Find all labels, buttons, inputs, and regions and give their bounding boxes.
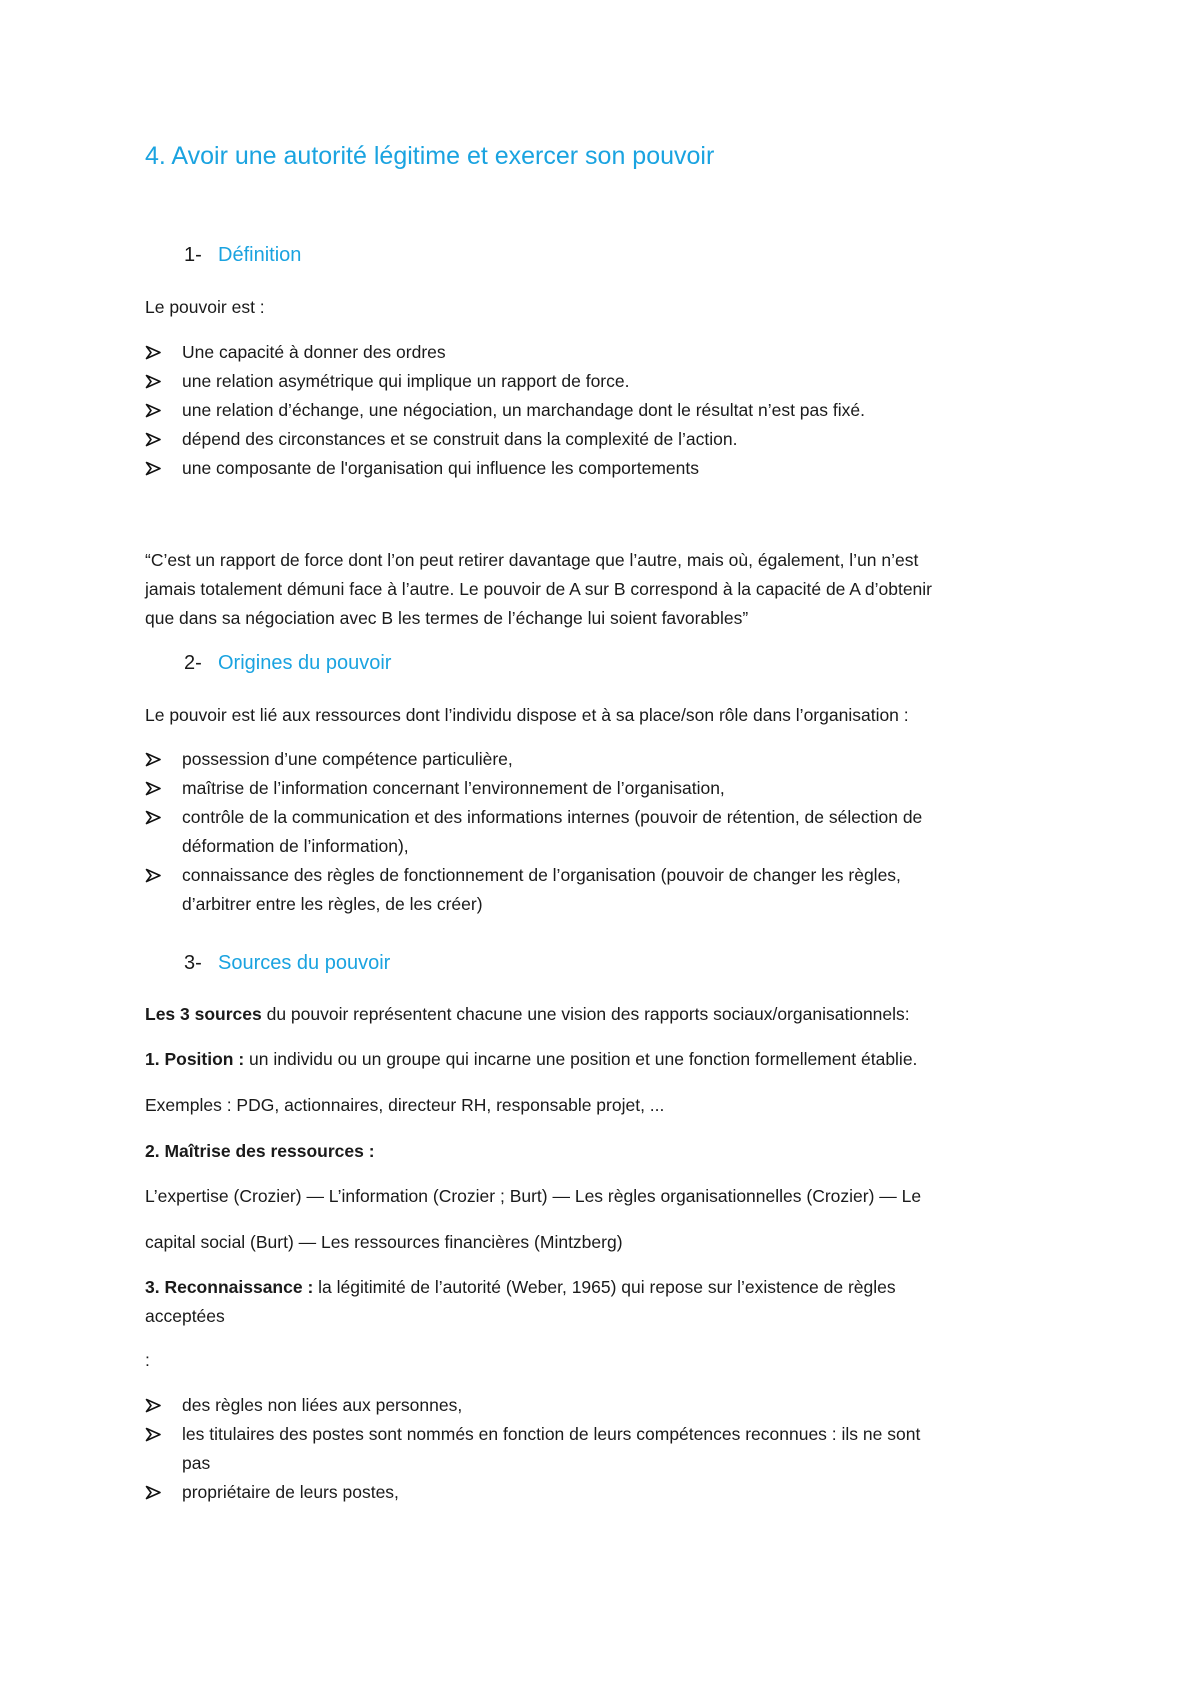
arrowhead-bullet-icon [145,338,165,367]
list-item: une composante de l'organisation qui influence les comportements [145,454,865,483]
section-number: 2- [184,652,202,674]
source-position: 1. Position : un individu ou un groupe qui incarne une position et une fonction formellement établie. [145,1049,918,1069]
definition-list [145,338,865,483]
resources-line: L’expertise (Crozier) — L’information (Crozier ; Burt) — Les règles organisationnelles (Crozier) — Le [145,1186,922,1206]
reconnaissance-list [145,1391,920,1507]
definition-intro: Le pouvoir est : [145,297,265,317]
arrowhead-bullet-icon [145,454,165,483]
arrowhead-bullet-icon [145,1478,165,1507]
quote-line: jamais totalement démuni face à l’autre. Le pouvoir de A sur B correspond à la capacité de A d’obtenir [145,579,933,599]
list-item: les titulaires des postes sont nommés en fonction de leurs compétences reconnues : ils ne sont pas [145,1420,920,1478]
arrowhead-bullet-icon [145,367,165,396]
section-label: Définition [218,244,302,266]
sources-intro: Les 3 sources du pouvoir représentent chacune une vision des rapports sociaux/organisationnels: [145,1004,910,1024]
section-label: Origines du pouvoir [218,652,392,674]
list-item: Une capacité à donner des ordres [145,338,865,367]
list-item: connaissance des règles de fonctionnement de l’organisation (pouvoir de changer les règles, d’arbitrer entre les règles, de les créer) [145,861,922,919]
quote-line: que dans sa négociation avec B les termes de l’échange lui soient favorables” [145,608,749,628]
list-item: possession d’une compétence particulière, [145,745,922,774]
list-item: une relation d’échange, une négociation, un marchandage dont le résultat n’est pas fixé. [145,396,865,425]
section-number: 3- [184,952,202,974]
page-title: 4. Avoir une autorité légitime et exercer son pouvoir [145,142,715,170]
quote-line: “C’est un rapport de force dont l’on peut retirer davantage que l’autre, mais où, également, l’un n’est [145,550,919,570]
list-item: propriétaire de leurs postes, [145,1478,920,1507]
list-item: dépend des circonstances et se construit dans la complexité de l’action. [145,425,865,454]
section-number: 1- [184,244,202,266]
source-ressources-heading: 2. Maîtrise des ressources : [145,1141,375,1161]
list-item: maîtrise de l’information concernant l’environnement de l’organisation, [145,774,922,803]
standalone-colon: : [145,1350,150,1370]
section-label: Sources du pouvoir [218,952,391,974]
section-heading-definition [184,244,301,267]
arrowhead-bullet-icon [145,1420,165,1449]
origines-list [145,745,922,919]
source-examples: Exemples : PDG, actionnaires, directeur RH, responsable projet, ... [145,1095,665,1115]
section-heading-origines [184,652,391,675]
arrowhead-bullet-icon [145,803,165,832]
resources-line: capital social (Burt) — Les ressources financières (Mintzberg) [145,1232,623,1252]
list-item: contrôle de la communication et des informations internes (pouvoir de rétention, de sélection de déformation de l’information), [145,803,922,861]
list-item: une relation asymétrique qui implique un rapport de force. [145,367,865,396]
arrowhead-bullet-icon [145,425,165,454]
arrowhead-bullet-icon [145,774,165,803]
source-reconnaissance: 3. Reconnaissance : la légitimité de l’autorité (Weber, 1965) qui repose sur l’existence de règles acceptées [145,1277,896,1326]
section-heading-sources [184,952,390,975]
origines-intro: Le pouvoir est lié aux ressources dont l’individu dispose et à sa place/son rôle dans l’organisation : [145,705,909,725]
arrowhead-bullet-icon [145,745,165,774]
arrowhead-bullet-icon [145,861,165,890]
list-item: des règles non liées aux personnes, [145,1391,920,1420]
arrowhead-bullet-icon [145,396,165,425]
arrowhead-bullet-icon [145,1391,165,1420]
definition-quote [145,546,1065,633]
